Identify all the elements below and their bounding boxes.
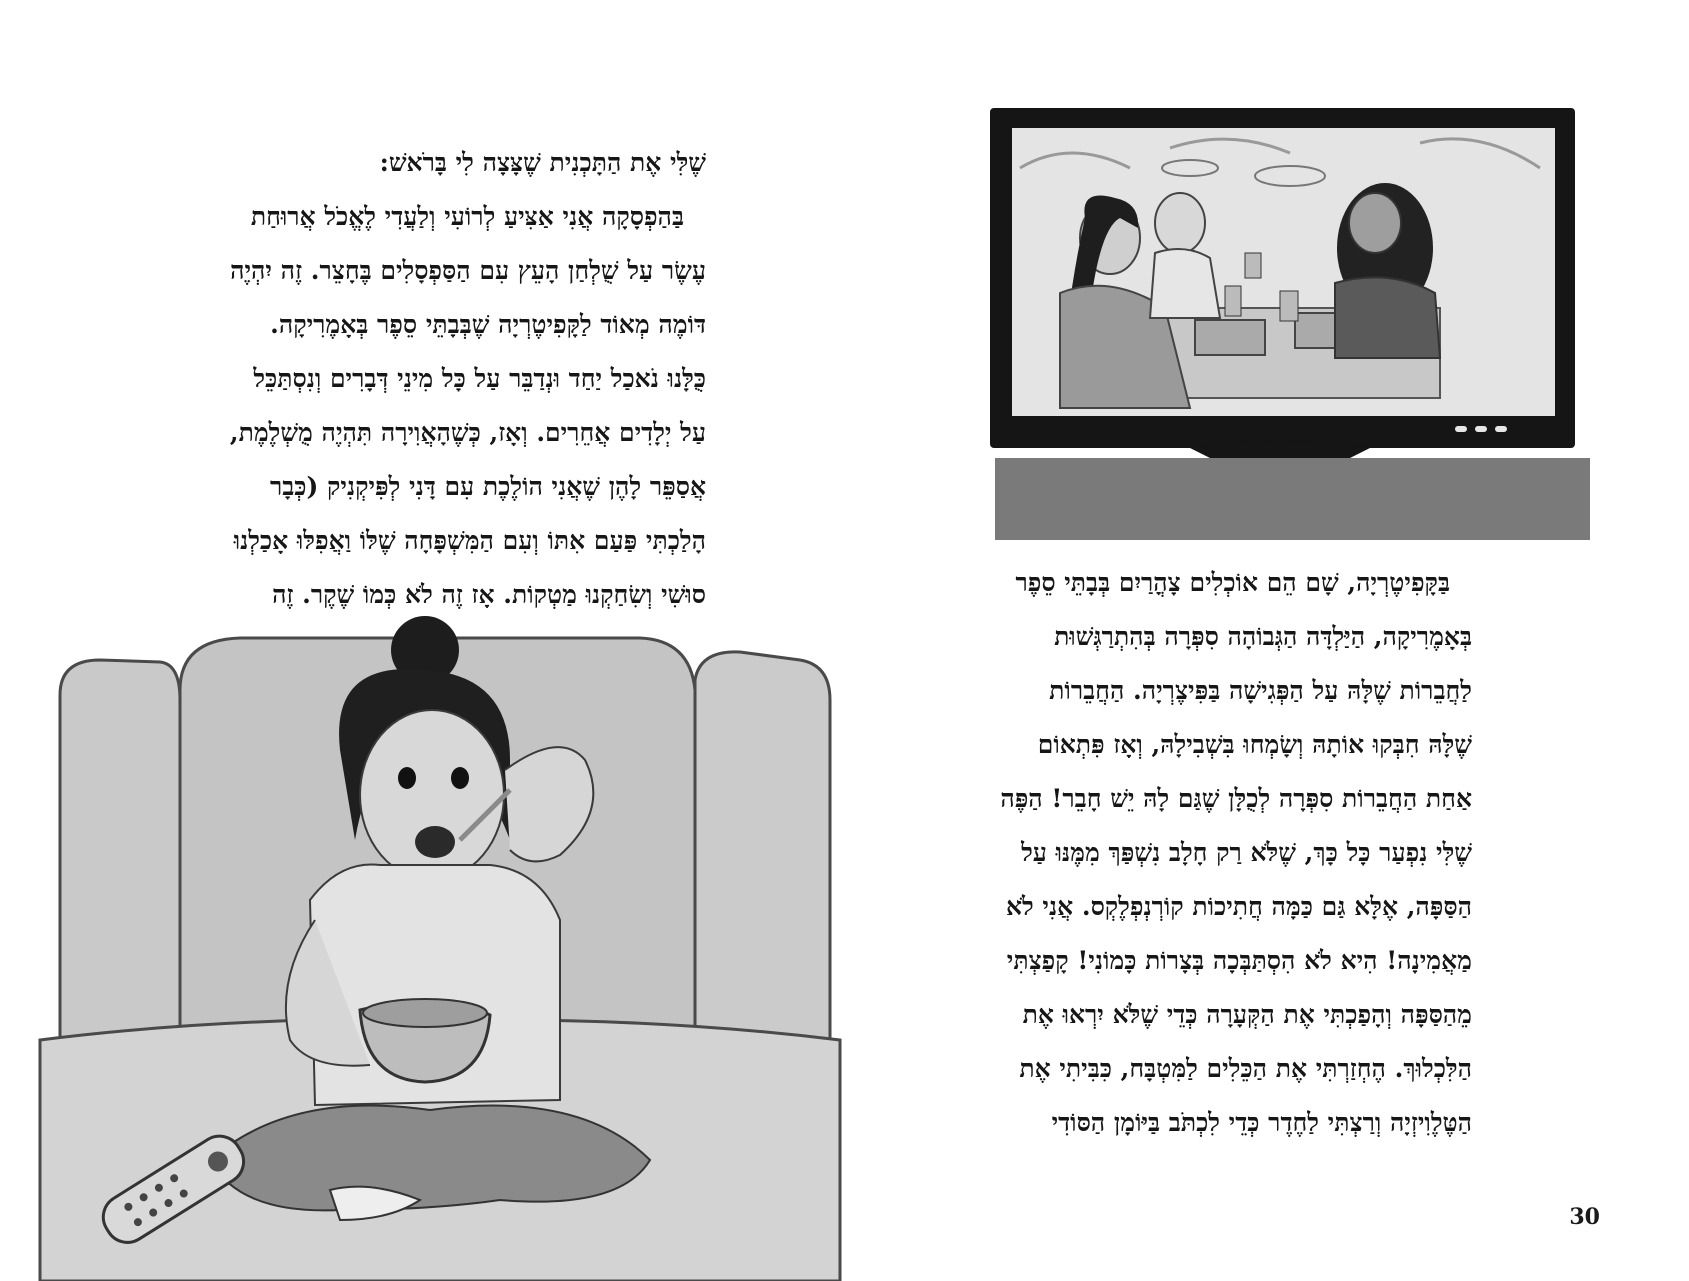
sofa-left-cushion	[60, 660, 180, 1080]
text-line: לַחֲבֵרוֹת שֶׁלָּהּ עַל הַפְּגִישָׁה בַּפִּיצֶרְיָה. הַחֲבֵרוֹת	[1049, 676, 1472, 705]
blonde-girl-body	[1150, 249, 1220, 318]
left-page	[0, 0, 844, 1281]
text-line: שֶׁלָּהּ חִבְּקוּ אוֹתָהּ וְשָׂמְחוּ בִּשְׁבִילָהּ, וְאָז פִּתְאוֹם	[1037, 730, 1472, 759]
curly-girl-body	[1335, 277, 1440, 358]
girl-eye-right	[451, 767, 469, 789]
sofa-right-cushion	[695, 652, 830, 1040]
right-page	[844, 0, 1689, 1281]
curly-girl-face	[1349, 193, 1401, 253]
text-line: סוּשִׁי וְשִׂחַקְנוּ מַטְקוֹת. אָז זֶה לֹא כְּמוֹ שֶׁקֶר. זֶה	[272, 580, 706, 609]
text-line: מַאֲמִינָה! הִיא לֹא הִסְתַּבְּכָה בְּצָרוֹת כָּמוֹנִי! קָפַצְתִּי	[1006, 946, 1472, 975]
text-line: עֶשֶׂר עַל שֻׁלְחַן הָעֵץ עִם הַסַּפְסָלִים בֶּחָצֵר. זֶה יִהְיֶה	[230, 256, 706, 285]
text-line: כֻּלָּנוּ נֹאכַל יַחַד וּנְדַבֵּר עַל כָּל מִינֵי דְּבָרִים וְנִסְתַּכֵּל	[253, 364, 706, 393]
text-line: אַחַת הַחֲבֵרוֹת סִפְּרָה לְכֻלָּן שֶׁגַּם לָהּ יֵשׁ חָבֵר! הַפֶּה	[1000, 784, 1472, 813]
text-line: שֶׁלִּי אֶת הַתָּכְנִית שֶׁצָּצָה לִי בָּרֹאשׁ:	[379, 148, 706, 177]
text-line: אֲסַפֵּר לָהֶן שֶׁאֲנִי הוֹלֶכֶת עִם דָּנִי לְפִּיקְנִיק (כְּבָר	[269, 472, 706, 501]
text-line: דּוֹמֶה מְאוֹד לַקָּפִיטֶרְיָה שֶׁבְּבָתֵּי סֵפֶר בְּאָמֶרִיקָה.	[270, 310, 706, 339]
tv-light	[1475, 426, 1487, 432]
text-line: מֵהַסַּפָּה וְהָפַכְתִּי אֶת הַקְּעָרָה כְּדֵי שֶׁלֹּא יִרְאוּ אֶת	[1022, 1000, 1472, 1029]
text-line: הַסַּפָּה, אֶלָּא גַּם כַּמָּה חֲתִיכוֹת קוֹרְנְפְלֶקְס. אֲנִי לֹא	[1005, 892, 1472, 921]
text-line: עַל יְלָדִים אֲחֵרִים. וְאָז, כְּשֶׁהָאֲוִירָה תִּהְיֶה מֻשְׁלֶמֶת,	[229, 418, 706, 447]
blonde-girl-head	[1155, 193, 1205, 253]
girl-on-sofa-illustration	[40, 620, 840, 1281]
cereal	[363, 999, 487, 1027]
food-tray-left	[1195, 320, 1265, 355]
text-line: בַּהַפְסָקָה אֲנִי אַצִּיעַ לְרוֹעִי וְלַעֲדִי לֶאֱכֹל אֲרוּחַת	[250, 202, 684, 231]
text-line: הַלִּכְלוּךְ. הֶחְזַרְתִּי אֶת הַכֵּלִים לַמִּטְבָּח, כִּבִּיתִי אֶת	[1019, 1054, 1472, 1083]
text-line: שֶׁלִּי נִפְעַר כָּל כָּךְ, שֶׁלֹּא רַק חָלָב נִשְׁפַּךְ מִמֶּנּוּ עַל	[1021, 838, 1472, 867]
girl-mouth	[415, 826, 455, 858]
right-page-text	[1002, 556, 1472, 1150]
text-line: בַּקָּפִיטֶרְיָה, שָׁם הֵם אוֹכְלִים צָהֳרַיִם בְּבָתֵּי סֵפֶר	[1015, 568, 1450, 597]
page-number: 30	[1569, 1204, 1600, 1230]
text-line: הַטֶּלֶוִיזְיָה וְרַצְתִּי לַחֶדֶר כְּדֵי לִכְתֹּב בַּיּוֹמָן הַסּוֹדִי	[1051, 1108, 1472, 1137]
tv-light	[1495, 426, 1507, 432]
left-page-text	[229, 136, 706, 622]
tv-light	[1455, 426, 1467, 432]
milk-carton	[1245, 253, 1261, 278]
tv-cabinet	[995, 458, 1590, 540]
girl-eye-left	[398, 767, 416, 789]
text-line: בְּאָמֶרִיקָה, הַיַּלְדָּה הַגְּבוֹהָה סִפְּרָה בְּהִתְרַגְּשׁוּת	[1054, 622, 1472, 651]
text-line: הָלַכְתִּי פַּעַם אִתּוֹ וְעִם הַמִּשְׁפָּחָה שֶׁלּוֹ וַאֲפִלּוּ אָכַלְנוּ	[233, 526, 706, 555]
girl-legs	[210, 1106, 650, 1211]
milk-carton	[1280, 291, 1298, 321]
milk-carton	[1225, 286, 1241, 316]
tv-illustration	[990, 108, 1594, 540]
